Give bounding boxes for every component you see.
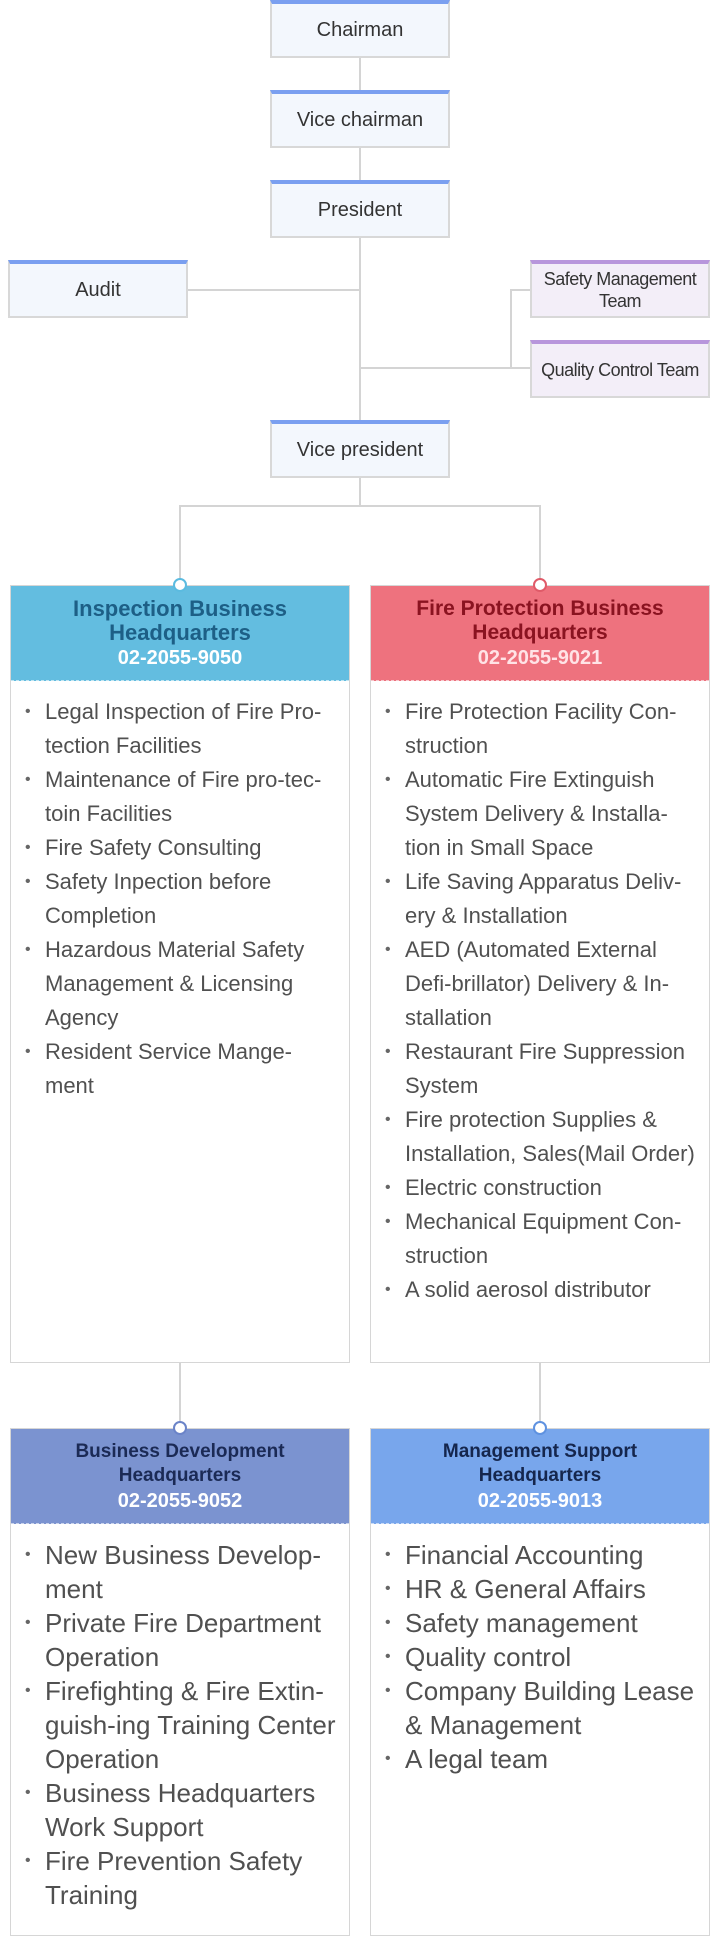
chairman-label: Chairman [316, 18, 404, 41]
list-item: • Electric construction [385, 1171, 699, 1205]
vice-president-label: Vice president [296, 438, 424, 461]
list-item: • Resident Service Mange-ment [25, 1035, 339, 1103]
president-box [270, 180, 450, 238]
connector-branch-right [539, 505, 541, 585]
list-item: • Hazardous Material Safety Management & Licensing Agency [25, 933, 339, 1035]
list-item: • Fire Prevention Safety Training [25, 1844, 339, 1912]
inspection-hq-title: Inspection Business Headquarters [73, 595, 287, 645]
list-item: • Financial Accounting [385, 1538, 699, 1572]
list-item: • Mechanical Equipment Con-struction [385, 1205, 699, 1273]
inspection-hq-card [10, 585, 350, 1363]
management-support-hq-card [370, 1428, 710, 1936]
president-label: President [317, 198, 403, 221]
connector-quality-team [510, 367, 530, 369]
business-development-hq-title: Business Development Headquarters [75, 1440, 285, 1486]
connector-dot-management-support [533, 1421, 547, 1435]
list-item: • HR & General Affairs [385, 1572, 699, 1606]
list-item: • Safety management [385, 1606, 699, 1640]
connector-dot-inspection [173, 578, 187, 592]
inspection-hq-phone: 02-2055-9050 [117, 646, 243, 669]
chairman-box [270, 0, 450, 58]
list-item: • Automatic Fire Extinguish System Delivery & Installa-tion in Small Space [385, 763, 699, 865]
connector-safety-team [510, 289, 530, 291]
list-item: • Firefighting & Fire Extin-guish-ing Training Center Operation [25, 1674, 339, 1776]
connector-branch-horizontal [179, 505, 541, 507]
safety-management-team-box [530, 260, 710, 318]
fire-protection-hq-title: Fire Protection Business Headquarters [416, 596, 664, 644]
list-item: • Maintenance of Fire pro-tec-toin Facilities [25, 763, 339, 831]
list-item: • Quality control [385, 1640, 699, 1674]
list-item: • Fire Protection Facility Con-struction [385, 695, 699, 763]
list-item: • Safety Inpection before Completion [25, 865, 339, 933]
list-item: • Private Fire Department Operation [25, 1606, 339, 1674]
connector-teams-vertical [510, 289, 512, 369]
fire-protection-hq-card [370, 585, 710, 1363]
fire-protection-hq-list [371, 681, 709, 1307]
vice-president-box [270, 420, 450, 478]
management-support-hq-title: Management Support Headquarters [442, 1440, 638, 1486]
business-development-hq-phone: 02-2055-9052 [117, 1489, 243, 1512]
safety-management-team-label: Safety Management Team [543, 269, 697, 311]
connector-lower-left [179, 1362, 181, 1430]
list-item: • New Business Develop-ment [25, 1538, 339, 1606]
audit-box [8, 260, 188, 318]
list-item: • Life Saving Apparatus Deliv-ery & Installation [385, 865, 699, 933]
list-item: • Fire protection Supplies & Installation, Sales(Mail Order) [385, 1103, 699, 1171]
vice-chairman-label: Vice chairman [296, 108, 424, 131]
business-development-hq-card [10, 1428, 350, 1936]
connector-teams-horizontal [359, 367, 511, 369]
quality-control-team-box [530, 340, 710, 398]
list-item: • Restaurant Fire Suppression System [385, 1035, 699, 1103]
management-support-hq-phone: 02-2055-9013 [477, 1489, 603, 1512]
list-item: • AED (Automated External Defi-brillator) Delivery & In-stallation [385, 933, 699, 1035]
management-support-hq-header [371, 1429, 709, 1524]
connector-branch-left [179, 505, 181, 585]
list-item: • Company Building Lease & Management [385, 1674, 699, 1742]
list-item: • Business Headquarters Work Support [25, 1776, 339, 1844]
quality-control-team-label: Quality Control Team [541, 360, 699, 380]
list-item: • Legal Inspection of Fire Pro-tection Facilities [25, 695, 339, 763]
business-development-hq-header [11, 1429, 349, 1524]
fire-protection-hq-phone: 02-2055-9021 [477, 646, 603, 669]
fire-protection-hq-header [371, 586, 709, 681]
vice-chairman-box [270, 90, 450, 148]
connector-dot-fire-protection [533, 578, 547, 592]
business-development-hq-list [11, 1524, 349, 1912]
list-item: • A solid aerosol distributor [385, 1273, 699, 1307]
connector-lower-right [539, 1362, 541, 1430]
list-item: • Fire Safety Consulting [25, 831, 339, 865]
inspection-hq-header [11, 586, 349, 681]
management-support-hq-list [371, 1524, 709, 1776]
inspection-hq-list [11, 681, 349, 1103]
connector-dot-business-development [173, 1421, 187, 1435]
audit-label: Audit [75, 278, 121, 301]
list-item: • A legal team [385, 1742, 699, 1776]
connector-audit [187, 289, 361, 291]
